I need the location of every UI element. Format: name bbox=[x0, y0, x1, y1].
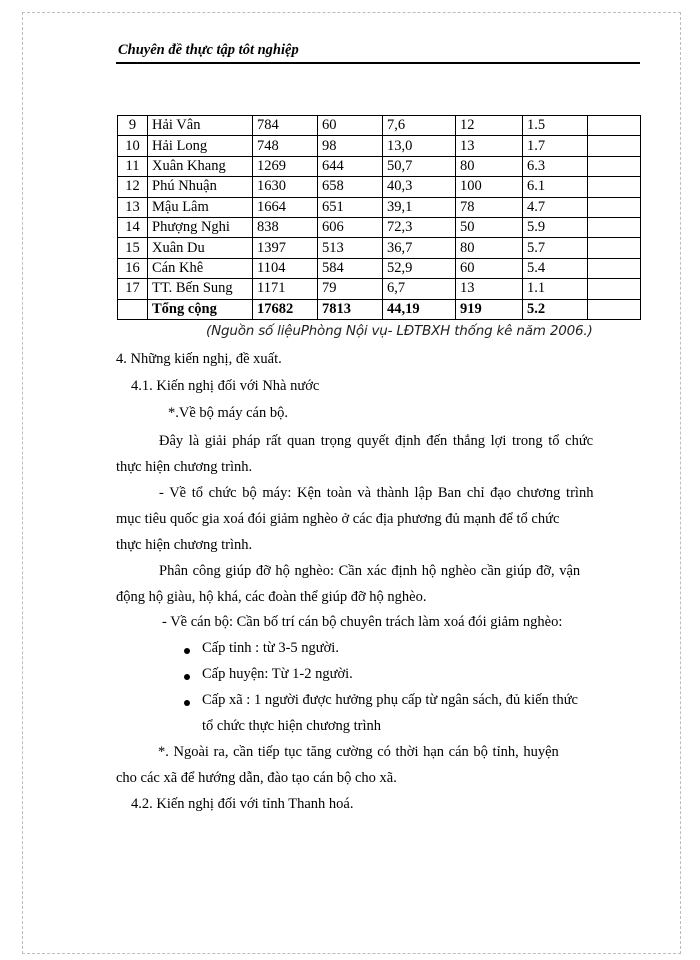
table-cell: 748 bbox=[253, 136, 318, 156]
table-cell: 5.9 bbox=[523, 217, 588, 237]
table-cell: 13,0 bbox=[383, 136, 456, 156]
subheading-bo-may: *.Về bộ máy cán bộ. bbox=[168, 405, 288, 421]
table-cell bbox=[588, 217, 641, 237]
table-cell: 39,1 bbox=[383, 197, 456, 217]
paragraph-2-line-2: mục tiêu quốc gia xoá đói giảm nghèo ở các địa phương đủ mạnh để tổ chức bbox=[116, 511, 560, 527]
table-cell: 36,7 bbox=[383, 238, 456, 258]
table-cell: 10 bbox=[118, 136, 148, 156]
table-cell: 60 bbox=[456, 258, 523, 278]
table-cell: TT. Bến Sung bbox=[148, 279, 253, 299]
table-cell: 838 bbox=[253, 217, 318, 237]
bullet-icon bbox=[184, 674, 190, 680]
table-cell bbox=[588, 116, 641, 136]
table-cell: 651 bbox=[318, 197, 383, 217]
table-cell: 60 bbox=[318, 116, 383, 136]
paragraph-2-line-3: thực hiện chương trình. bbox=[116, 537, 253, 553]
table-row bbox=[118, 197, 641, 217]
table-cell: 6,7 bbox=[383, 279, 456, 299]
table-cell bbox=[588, 279, 641, 299]
table-cell: 14 bbox=[118, 217, 148, 237]
table-cell: 644 bbox=[318, 156, 383, 176]
table-cell: 1104 bbox=[253, 258, 318, 278]
table-cell: 17 bbox=[118, 279, 148, 299]
table-cell: 80 bbox=[456, 156, 523, 176]
source-note: (Nguồn số liệuPhòng Nội vụ- LĐTBXH thống kê năm 2006.) bbox=[206, 323, 593, 339]
table-cell: 98 bbox=[318, 136, 383, 156]
table-cell: 919 bbox=[456, 299, 523, 319]
table-cell: 1.1 bbox=[523, 279, 588, 299]
table-cell: Phượng Nghi bbox=[148, 217, 253, 237]
table-row bbox=[118, 217, 641, 237]
table-cell: 12 bbox=[118, 177, 148, 197]
table-cell: 6.3 bbox=[523, 156, 588, 176]
paragraph-3-line-2: động hộ giàu, hộ khá, các đoàn thể giúp đỡ hộ nghèo. bbox=[116, 589, 427, 605]
table-cell: 16 bbox=[118, 258, 148, 278]
paragraph-4-line-1: - Về cán bộ: Cần bố trí cán bộ chuyên trách làm xoá đói giảm nghèo: bbox=[162, 614, 563, 630]
statistics-table bbox=[117, 115, 641, 320]
table-cell: 13 bbox=[118, 197, 148, 217]
table-cell: 1171 bbox=[253, 279, 318, 299]
table-cell bbox=[588, 177, 641, 197]
paragraph-1-line-1: Đây là giải pháp rất quan trọng quyết định đến thắng lợi trong tổ chức bbox=[159, 433, 594, 449]
table-cell: 72,3 bbox=[383, 217, 456, 237]
table-cell: 1397 bbox=[253, 238, 318, 258]
table-cell: 784 bbox=[253, 116, 318, 136]
table-cell: 52,9 bbox=[383, 258, 456, 278]
table-cell: Hải Long bbox=[148, 136, 253, 156]
table-row bbox=[118, 136, 641, 156]
table-cell: 79 bbox=[318, 279, 383, 299]
table-row bbox=[118, 238, 641, 258]
paragraph-5-line-1: *. Ngoài ra, cần tiếp tục tăng cường có thời hạn cán bộ tỉnh, huyện bbox=[158, 744, 559, 760]
table-cell: 5.4 bbox=[523, 258, 588, 278]
table-cell: 17682 bbox=[253, 299, 318, 319]
table-cell: 12 bbox=[456, 116, 523, 136]
bullet-item-cap-xa-line-1: Cấp xã : 1 người được hưởng phụ cấp từ ngân sách, đủ kiến thức bbox=[202, 692, 578, 708]
table-row bbox=[118, 156, 641, 176]
table-cell: 50 bbox=[456, 217, 523, 237]
table-cell: 1.7 bbox=[523, 136, 588, 156]
table-cell: 606 bbox=[318, 217, 383, 237]
table-cell: Tổng cộng bbox=[148, 299, 253, 319]
paragraph-1-line-2: thực hiện chương trình. bbox=[116, 459, 253, 475]
table-cell: 513 bbox=[318, 238, 383, 258]
table-cell: 5.7 bbox=[523, 238, 588, 258]
table-cell: 40,3 bbox=[383, 177, 456, 197]
table-row bbox=[118, 258, 641, 278]
table-cell: 6.1 bbox=[523, 177, 588, 197]
table-cell bbox=[588, 136, 641, 156]
table-cell: 100 bbox=[456, 177, 523, 197]
table-cell: 1664 bbox=[253, 197, 318, 217]
table-cell: Xuân Khang bbox=[148, 156, 253, 176]
table-cell: 658 bbox=[318, 177, 383, 197]
table-cell bbox=[118, 299, 148, 319]
table-cell: 11 bbox=[118, 156, 148, 176]
paragraph-2-line-1: - Về tổ chức bộ máy: Kện toàn và thành lập Ban chỉ đạo chương trình bbox=[159, 485, 594, 501]
table-cell bbox=[588, 197, 641, 217]
bullet-icon bbox=[184, 648, 190, 654]
section-heading-4-2: 4.2. Kiến nghị đối với tỉnh Thanh hoá. bbox=[131, 796, 354, 812]
table-cell: 4.7 bbox=[523, 197, 588, 217]
table-cell bbox=[588, 238, 641, 258]
table-cell: 5.2 bbox=[523, 299, 588, 319]
table-cell: Cán Khê bbox=[148, 258, 253, 278]
table-cell bbox=[588, 299, 641, 319]
table-cell bbox=[588, 258, 641, 278]
paragraph-3-line-1: Phân công giúp đỡ hộ nghèo: Cần xác định hộ nghèo cần giúp đỡ, vận bbox=[159, 563, 581, 579]
section-heading-4-1: 4.1. Kiến nghị đối với Nhà nước bbox=[131, 378, 320, 394]
table-cell: 15 bbox=[118, 238, 148, 258]
table-cell: 78 bbox=[456, 197, 523, 217]
table-cell: 50,7 bbox=[383, 156, 456, 176]
table-cell: Xuân Du bbox=[148, 238, 253, 258]
paragraph-5-line-2: cho các xã để hướng dẫn, đào tạo cán bộ cho xã. bbox=[116, 770, 397, 786]
running-header: Chuyên đề thực tập tôt nghiệp bbox=[118, 42, 299, 58]
table-cell: 1269 bbox=[253, 156, 318, 176]
table-cell: 1630 bbox=[253, 177, 318, 197]
table-cell: 13 bbox=[456, 279, 523, 299]
table-cell: Phú Nhuận bbox=[148, 177, 253, 197]
header-rule bbox=[116, 62, 640, 64]
bullet-item-cap-huyen: Cấp huyện: Từ 1-2 người. bbox=[202, 666, 353, 682]
table-cell: 13 bbox=[456, 136, 523, 156]
table-cell: Hải Vân bbox=[148, 116, 253, 136]
bullet-icon bbox=[184, 700, 190, 706]
table-cell: Mậu Lâm bbox=[148, 197, 253, 217]
bullet-item-cap-tinh: Cấp tỉnh : từ 3-5 người. bbox=[202, 640, 339, 656]
section-heading-4: 4. Những kiến nghị, đề xuất. bbox=[116, 351, 282, 367]
table-row bbox=[118, 116, 641, 136]
table-cell: 7813 bbox=[318, 299, 383, 319]
table-cell: 44,19 bbox=[383, 299, 456, 319]
table-cell: 584 bbox=[318, 258, 383, 278]
table-row bbox=[118, 279, 641, 299]
table-row bbox=[118, 177, 641, 197]
table-cell: 1.5 bbox=[523, 116, 588, 136]
bullet-item-cap-xa-line-2: tổ chức thực hiện chương trình bbox=[202, 718, 382, 734]
table-cell: 9 bbox=[118, 116, 148, 136]
table-cell: 80 bbox=[456, 238, 523, 258]
table-cell bbox=[588, 156, 641, 176]
table-row bbox=[118, 299, 641, 319]
table-cell: 7,6 bbox=[383, 116, 456, 136]
